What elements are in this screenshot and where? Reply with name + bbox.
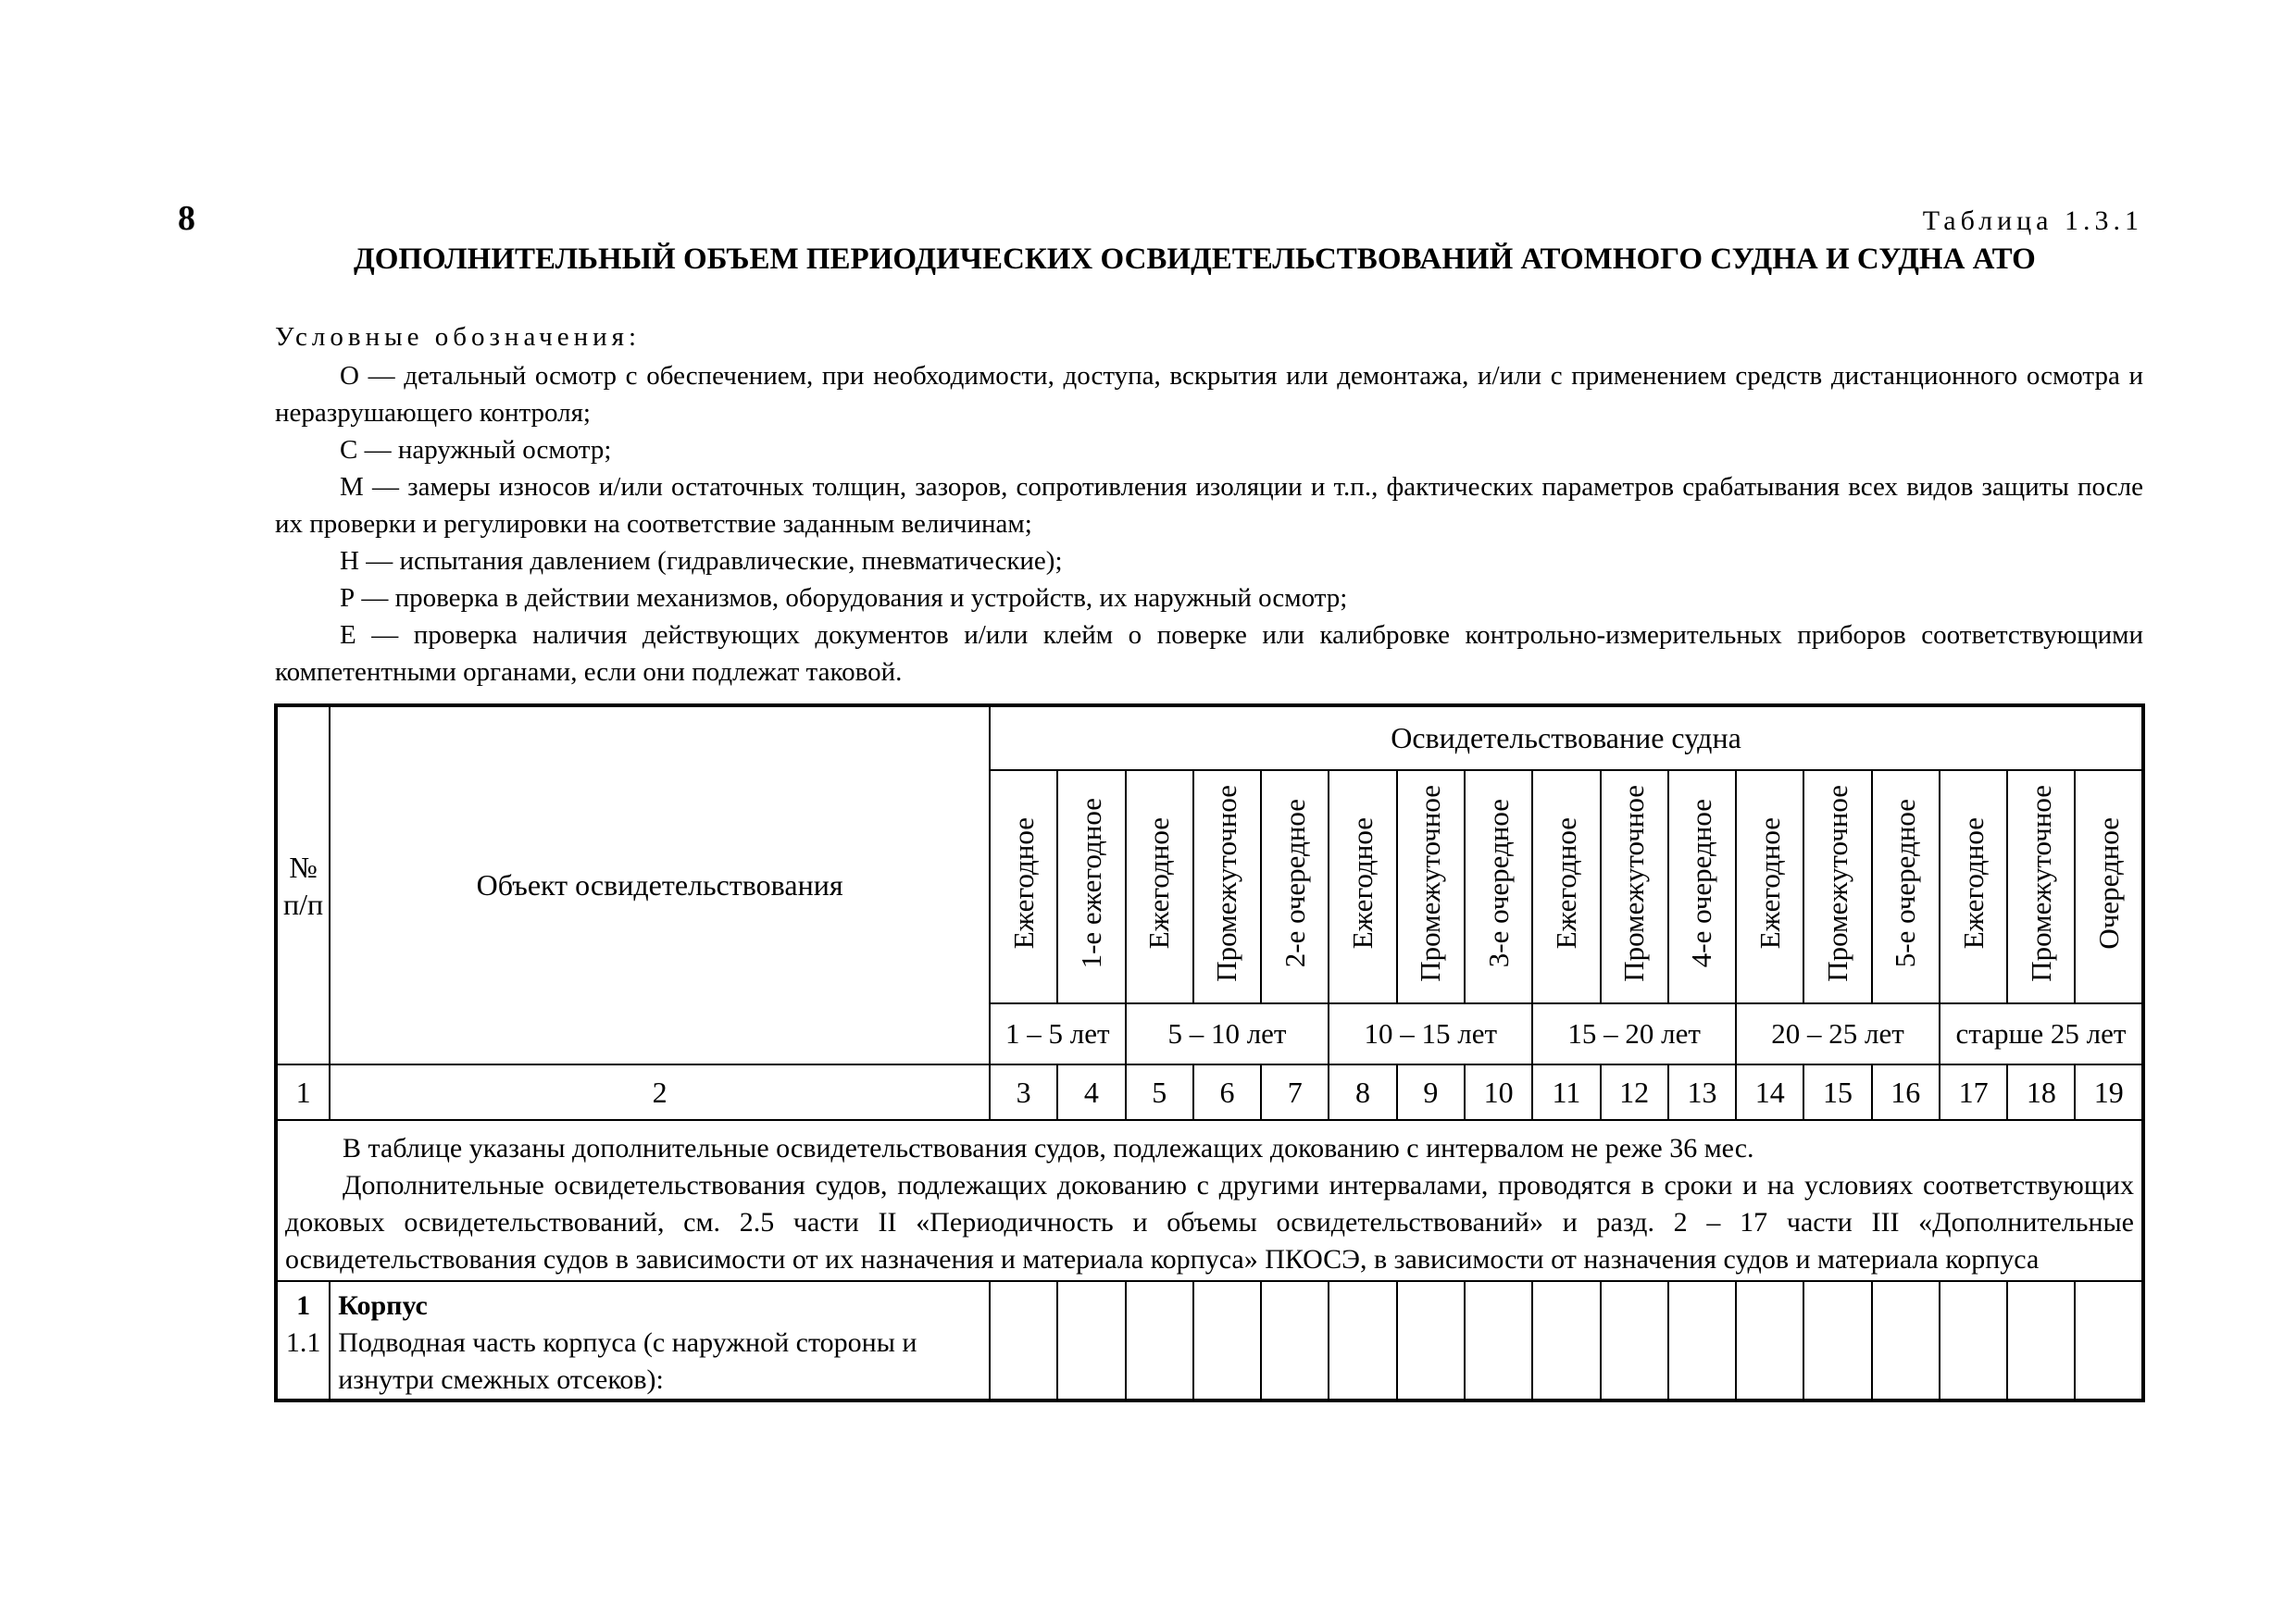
survey-type-label: Ежегодное bbox=[1753, 816, 1786, 950]
survey-type-header bbox=[2007, 770, 2075, 1003]
section-title: Корпус bbox=[338, 1290, 428, 1321]
survey-type-label: Промежуточное bbox=[2024, 784, 2057, 982]
survey-cell bbox=[1940, 1281, 2007, 1400]
document-title: ДОПОЛНИТЕЛЬНЫЙ ОБЪЕМ ПЕРИОДИЧЕСКИХ ОСВИДЕТЕЛЬСТВОВАНИЙ АТОМНОГО СУДНА И СУДНА АТО bbox=[354, 243, 2036, 276]
survey-type-header bbox=[1803, 770, 1871, 1003]
survey-cell bbox=[2075, 1281, 2143, 1400]
period-header: 5 – 10 лет bbox=[1126, 1003, 1329, 1064]
survey-cell bbox=[1465, 1281, 1532, 1400]
subsection-text: Подводная часть корпуса (с наружной стороны и изнутри смежных отсеков): bbox=[338, 1327, 917, 1395]
column-number: 15 bbox=[1803, 1064, 1871, 1120]
column-number: 12 bbox=[1601, 1064, 1668, 1120]
survey-cell bbox=[1397, 1281, 1465, 1400]
column-number: 1 bbox=[276, 1064, 330, 1120]
col-num-header: № п/п bbox=[276, 705, 330, 1064]
survey-cell bbox=[990, 1281, 1057, 1400]
survey-cell bbox=[1872, 1281, 1940, 1400]
survey-type-header bbox=[1126, 770, 1193, 1003]
survey-type-label: 3-е очередное bbox=[1481, 798, 1515, 968]
legend-heading: Условные обозначения: bbox=[275, 322, 642, 352]
survey-type-header bbox=[1329, 770, 1396, 1003]
survey-type-header bbox=[1736, 770, 1803, 1003]
column-number: 4 bbox=[1057, 1064, 1125, 1120]
survey-type-label: Промежуточное bbox=[1617, 784, 1651, 982]
table-note bbox=[276, 1120, 2143, 1281]
period-header: 1 – 5 лет bbox=[990, 1003, 1126, 1064]
column-number: 5 bbox=[1126, 1064, 1193, 1120]
column-number: 11 bbox=[1532, 1064, 1600, 1120]
legend-item: М — замеры износов и/или остаточных толщин, зазоров, сопротивления изоляции и т.п., фактических параметров срабатывания всех видов защиты после их проверки и регулировки на соответствие заданным величинам; bbox=[275, 472, 2143, 539]
survey-type-header bbox=[1872, 770, 1940, 1003]
column-number: 3 bbox=[990, 1064, 1057, 1120]
survey-cell bbox=[1126, 1281, 1193, 1400]
survey-cell bbox=[1736, 1281, 1803, 1400]
survey-cell bbox=[1261, 1281, 1329, 1400]
section-text-cell bbox=[330, 1281, 990, 1400]
survey-type-label: Промежуточное bbox=[1210, 784, 1243, 982]
survey-type-label: 4-е очередное bbox=[1685, 798, 1718, 968]
survey-type-label: Ежегодное bbox=[1549, 816, 1582, 950]
survey-type-label: Ежегодное bbox=[1006, 816, 1040, 950]
section-number-cell bbox=[276, 1281, 330, 1400]
survey-cell bbox=[2007, 1281, 2075, 1400]
legend-item: С — наружный осмотр; bbox=[340, 435, 612, 465]
period-header: 15 – 20 лет bbox=[1532, 1003, 1736, 1064]
survey-type-label: Промежуточное bbox=[1414, 784, 1447, 982]
survey-cell bbox=[1601, 1281, 1668, 1400]
column-number: 8 bbox=[1329, 1064, 1396, 1120]
survey-table bbox=[274, 703, 2145, 1402]
column-number: 10 bbox=[1465, 1064, 1532, 1120]
column-number: 6 bbox=[1193, 1064, 1261, 1120]
survey-type-header bbox=[1940, 770, 2007, 1003]
survey-type-header bbox=[1668, 770, 1736, 1003]
survey-type-header bbox=[1057, 770, 1125, 1003]
survey-header: Освидетельствование судна bbox=[990, 705, 2143, 770]
column-number: 17 bbox=[1940, 1064, 2007, 1120]
survey-cell bbox=[1193, 1281, 1261, 1400]
survey-cell bbox=[1668, 1281, 1736, 1400]
column-number: 2 bbox=[330, 1064, 990, 1120]
survey-cell bbox=[1532, 1281, 1600, 1400]
survey-type-label: 2-е очередное bbox=[1278, 798, 1311, 968]
survey-type-label: 1-е ежегодное bbox=[1074, 797, 1107, 969]
survey-cell bbox=[1803, 1281, 1871, 1400]
survey-type-header bbox=[1261, 770, 1329, 1003]
survey-type-label: Ежегодное bbox=[1346, 816, 1379, 950]
survey-type-label: 5-е очередное bbox=[1889, 798, 1922, 968]
survey-type-header bbox=[1601, 770, 1668, 1003]
survey-type-header bbox=[1532, 770, 1600, 1003]
page-number: 8 bbox=[178, 199, 195, 238]
subsection-number: 1.1 bbox=[285, 1327, 321, 1358]
legend-item: О — детальный осмотр с обеспечением, при необходимости, доступа, вскрытия или демонтажа, и/или с применением средств дистанционного осмотра и неразрушающего контроля; bbox=[275, 361, 2143, 428]
survey-type-label: Промежуточное bbox=[1821, 784, 1853, 982]
survey-type-header bbox=[2075, 770, 2143, 1003]
legend-item: Е — проверка наличия действующих документов и/или клейм о поверке или калибровке контрольно-измерительных приборов соответствующими компетентными органами, если они подлежат таковой. bbox=[275, 620, 2143, 687]
period-header: 20 – 25 лет bbox=[1736, 1003, 1940, 1064]
survey-cell bbox=[1329, 1281, 1396, 1400]
note-paragraph: Дополнительные освидетельствования судов, подлежащих докованию с другими интервалами, проводятся в сроки и на условиях соответствующих доковых освидетельствований, см. 2.5 части II «Периодичность и объемы освидетельствований» и разд. 2 – 17 части III «Дополнительные освидетельствования судов в зависимости от их назначения и материала корпуса» ПКОСЭ, в зависимости от назначения судов и материала корпуса bbox=[285, 1170, 2134, 1275]
survey-type-header bbox=[1465, 770, 1532, 1003]
section-number: 1 bbox=[296, 1290, 311, 1321]
survey-cell bbox=[1057, 1281, 1125, 1400]
survey-type-header bbox=[990, 770, 1057, 1003]
column-number: 13 bbox=[1668, 1064, 1736, 1120]
col-object-header: Объект освидетельствования bbox=[330, 705, 990, 1064]
column-number: 18 bbox=[2007, 1064, 2075, 1120]
legend bbox=[275, 318, 2143, 691]
note-paragraph: В таблице указаны дополнительные освидетельствования судов, подлежащих докованию с интервалом не реже 36 мес. bbox=[343, 1133, 1754, 1164]
column-number: 14 bbox=[1736, 1064, 1803, 1120]
period-header: 10 – 15 лет bbox=[1329, 1003, 1532, 1064]
survey-type-label: Ежегодное bbox=[1142, 816, 1176, 950]
survey-type-label: Очередное bbox=[2091, 816, 2125, 950]
column-number: 7 bbox=[1261, 1064, 1329, 1120]
column-number: 9 bbox=[1397, 1064, 1465, 1120]
column-number: 19 bbox=[2075, 1064, 2143, 1120]
period-header: старше 25 лет bbox=[1940, 1003, 2143, 1064]
survey-type-label: Ежегодное bbox=[1956, 816, 1990, 950]
column-number: 16 bbox=[1872, 1064, 1940, 1120]
legend-item: Р — проверка в действии механизмов, оборудования и устройств, их наружный осмотр; bbox=[340, 583, 1348, 613]
survey-type-header bbox=[1193, 770, 1261, 1003]
table-id: Таблица 1.3.1 bbox=[1922, 205, 2143, 236]
survey-type-header bbox=[1397, 770, 1465, 1003]
legend-item: Н — испытания давлением (гидравлические, пневматические); bbox=[340, 546, 1063, 576]
